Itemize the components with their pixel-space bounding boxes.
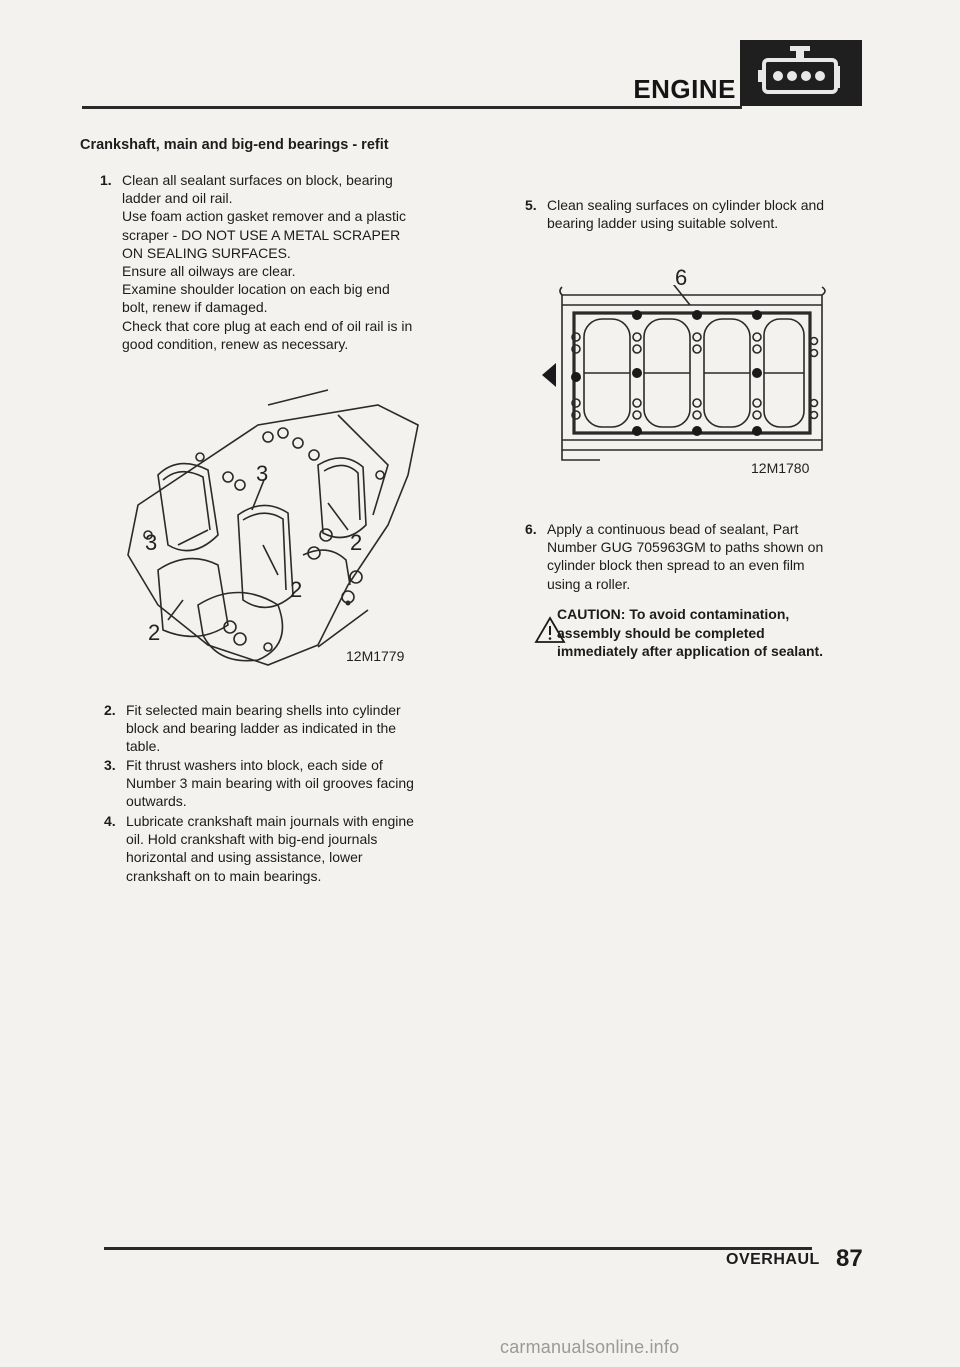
- step-number: 5.: [525, 197, 537, 213]
- figure-code: 12M1779: [346, 648, 405, 664]
- page-number: 87: [836, 1245, 863, 1272]
- caution-line: immediately after application of sealant.: [557, 643, 824, 659]
- step-line: ladder and oil rail.: [122, 190, 233, 207]
- step-line: Fit thrust washers into block, each side of: [126, 757, 383, 773]
- callout-2: 2: [148, 620, 161, 645]
- section-title: Crankshaft, main and big-end bearings - refit: [80, 137, 389, 153]
- sealant-path-diagram: [540, 285, 840, 465]
- page-header-title: ENGINE: [633, 74, 736, 104]
- step-line: Lubricate crankshaft main journals with engine: [126, 813, 414, 829]
- step-line: using a roller.: [547, 575, 631, 592]
- header-rule: [82, 106, 742, 109]
- callout-3: 3: [256, 461, 269, 486]
- footer-rule: [104, 1247, 812, 1250]
- step-line: bolt, renew if damaged.: [122, 299, 268, 316]
- step-line: Number GUG 705963GM to paths shown on: [547, 539, 824, 556]
- step-line: Ensure all oilways are clear.: [122, 263, 296, 280]
- caution-note: [557, 605, 823, 661]
- step-line: cylinder block then spread to an even film: [547, 557, 805, 574]
- callout-2: 2: [290, 577, 303, 602]
- figure-code: 12M1780: [751, 460, 810, 476]
- caution-line: CAUTION: To avoid contamination,: [557, 606, 790, 622]
- footer-section-label: OVERHAUL: [726, 1251, 820, 1268]
- callout-3: 3: [145, 530, 158, 555]
- step-line: horizontal and using assistance, lower: [126, 849, 363, 866]
- step-line: bearing ladder using suitable solvent.: [547, 215, 779, 232]
- step-line: Number 3 main bearing with oil grooves facing: [126, 775, 414, 792]
- step-line: Use foam action gasket remover and a plastic: [122, 208, 407, 225]
- step-line: Check that core plug at each end of oil rail is in: [122, 317, 413, 334]
- step-number: 4.: [104, 813, 116, 829]
- step-line: table.: [126, 738, 161, 755]
- step-line: ON SEALING SURFACES.: [122, 244, 291, 261]
- step-line: outwards.: [126, 793, 187, 810]
- callout-2: 2: [350, 530, 363, 555]
- step-line: crankshaft on to main bearings.: [126, 867, 322, 884]
- callout-6: 6: [675, 265, 688, 290]
- step-number: 1.: [100, 172, 112, 188]
- step-line: Examine shoulder location on each big end: [122, 281, 390, 298]
- step-number: 3.: [104, 757, 116, 773]
- step-number: 6.: [525, 521, 537, 537]
- step-line: oil. Hold crankshaft with big-end journals: [126, 831, 378, 848]
- engine-icon: [740, 40, 862, 106]
- step-line: good condition, renew as necessary.: [122, 335, 349, 352]
- caution-line: assembly should be completed: [557, 624, 765, 641]
- step-line: block and bearing ladder as indicated in the: [126, 720, 397, 737]
- step-line: Fit selected main bearing shells into cylinder: [126, 702, 401, 718]
- crankshaft-bearing-illustration: [118, 385, 438, 675]
- watermark: carmanualsonline.info: [500, 1337, 680, 1357]
- step-line: Clean sealing surfaces on cylinder block and: [547, 197, 825, 213]
- step-line: Clean all sealant surfaces on block, bearing: [122, 172, 393, 188]
- step-number: 2.: [104, 702, 116, 718]
- step-line: scraper - DO NOT USE A METAL SCRAPER: [122, 226, 401, 243]
- step-line: Apply a continuous bead of sealant, Part: [547, 521, 799, 537]
